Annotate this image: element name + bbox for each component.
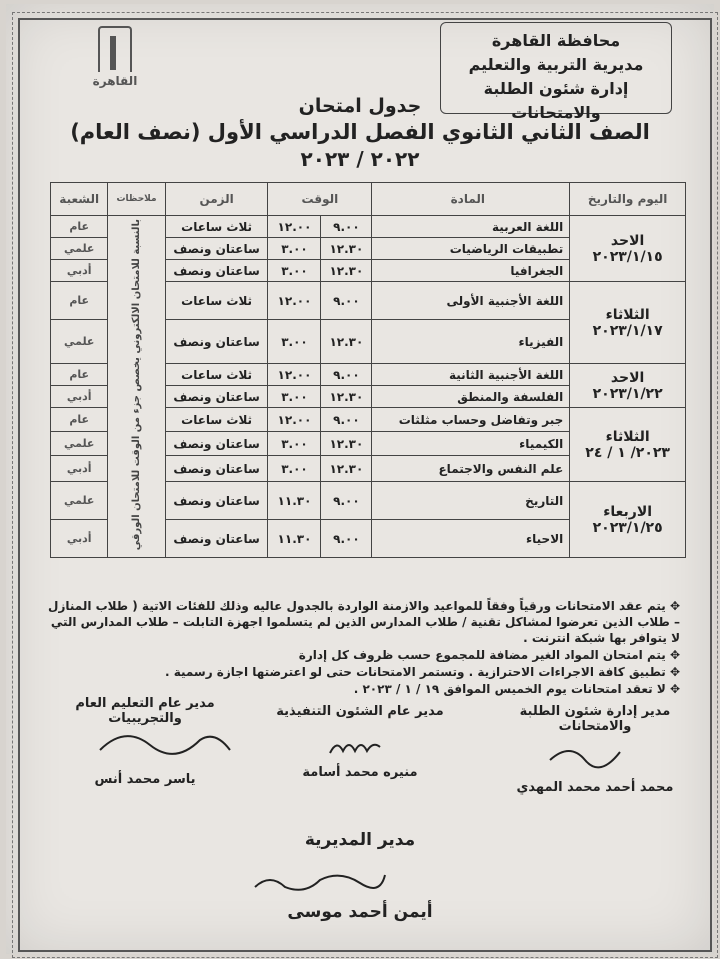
subject-cell: اللغة الأجنبية الثانية (372, 364, 570, 386)
branch-cell: علمي (51, 482, 108, 520)
footnote-item: ✥ يتم عقد الامتحانات ورقياً وفقاً للمواعيد والازمنة الواردة بالجدول عاليه وذلك للفئات الاتية ( طلاب المنازل – طلاب الذين تعرضوا لمشاكل تقنية / طلاب المدارس الذين لم يتسلموا اجهزة التابلت – طلاب المدارس التي لا يتوافر بها شبكة انترنت . (48, 599, 680, 645)
duration-cell: ثلاث ساعات (165, 408, 268, 432)
time-from-cell: ٩.٠٠ (321, 482, 372, 520)
duration-cell: ساعتان ونصف (165, 238, 268, 260)
day-name: الاحد (610, 369, 645, 386)
directorate-manager-role: مدير المديرية (304, 830, 416, 850)
time-from-cell: ١٢.٣٠ (321, 432, 372, 456)
emblem-mark-icon (98, 26, 132, 72)
branch-cell: أدبي (51, 520, 108, 558)
time-to-cell: ٣.٠٠ (268, 238, 321, 260)
subject-cell: جبر وتفاضل وحساب مثلثات (372, 408, 570, 432)
subject-cell: علم النفس والاجتماع (372, 456, 570, 482)
time-from-cell: ١٢.٣٠ (321, 320, 372, 364)
branch-cell: عام (51, 408, 108, 432)
subject-cell: اللغة العربية (372, 216, 570, 238)
branch-cell: علمي (51, 238, 108, 260)
table-header-row (51, 183, 686, 216)
header-duration: الزمن (165, 183, 268, 216)
exam-date: ٢٠٢٣/ ١ / ٢٤ (585, 444, 670, 461)
header-subject: المادة (372, 183, 570, 216)
duration-cell: ساعتان ونصف (165, 320, 268, 364)
duration-cell: ساعتان ونصف (165, 456, 268, 482)
branch-cell: أدبي (51, 456, 108, 482)
time-to-cell: ١١.٣٠ (268, 482, 321, 520)
branch-cell: علمي (51, 320, 108, 364)
time-from-cell: ٩.٠٠ (321, 520, 372, 558)
time-from-cell: ٩.٠٠ (321, 364, 372, 386)
duration-cell: ساعتان ونصف (165, 482, 268, 520)
duration-cell: ثلاث ساعات (165, 216, 268, 238)
exam-date: ٢٠٢٣/١/١٧ (592, 322, 663, 339)
header-notes: ملاحظات (108, 183, 165, 216)
header-time: الوقت (268, 183, 372, 216)
branch-cell: عام (51, 282, 108, 320)
day-name: الثلاثاء (605, 428, 650, 445)
time-to-cell: ٣.٠٠ (268, 456, 321, 482)
schedule-subtitle: الصف الثاني الثانوي الفصل الدراسي الأول (نصف العام) (70, 120, 650, 144)
signature-student-affairs: مدير إدارة شئون الطلبة والامتحانات محمد أحمد محمد المهدي (516, 704, 674, 795)
time-from-cell: ٩.٠٠ (321, 216, 372, 238)
time-from-cell: ٩.٠٠ (321, 408, 372, 432)
handwritten-signature-2 (325, 735, 385, 760)
time-to-cell: ٣.٠٠ (268, 260, 321, 282)
subject-cell: اللغة الأجنبية الأولى (372, 282, 570, 320)
duration-cell: ثلاث ساعات (165, 282, 268, 320)
time-to-cell: ١٢.٠٠ (268, 364, 321, 386)
time-from-cell: ١٢.٣٠ (321, 386, 372, 408)
footnote-item: ✥ تطبيق كافة الاجراءات الاحترازية . وتستمر الامتحانات حتى لو اعترضتها اجازة رسمية . (164, 665, 680, 679)
emblem-text: القاهرة (92, 74, 138, 88)
day-date-cell (570, 216, 686, 282)
handwritten-signature-3 (545, 740, 625, 770)
time-to-cell: ٣.٠٠ (268, 320, 321, 364)
branch-cell: أدبي (51, 386, 108, 408)
subject-cell: الجغرافيا (372, 260, 570, 282)
table-row (51, 216, 686, 238)
exam-date: ٢٠٢٣/١/٢٥ (592, 519, 663, 536)
time-to-cell: ١١.٣٠ (268, 520, 321, 558)
subject-cell: الفيزياء (372, 320, 570, 364)
exam-schedule-table (50, 182, 686, 558)
org-line-governorate: محافظة القاهرة (491, 31, 621, 50)
day-date-cell (570, 482, 686, 558)
duration-cell: ساعتان ونصف (165, 520, 268, 558)
directorate-manager-name: أيمن أحمد موسى (287, 902, 433, 922)
time-from-cell: ١٢.٣٠ (321, 260, 372, 282)
day-name: الاربعاء (603, 503, 653, 520)
footnotes (40, 598, 680, 698)
subject-cell: تطبيقات الرياضيات (372, 238, 570, 260)
day-date-cell (570, 364, 686, 408)
time-from-cell: ١٢.٣٠ (321, 456, 372, 482)
org-line-administration: إدارة شئون الطلبة والامتحانات (483, 79, 629, 122)
exam-date: ٢٠٢٣/١/٢٢ (592, 385, 663, 402)
time-from-cell: ٩.٠٠ (321, 282, 372, 320)
notes-vertical-text: بالنسبة للامتحان الالكتروني يخصص جزء من الوقت للامتحان الورقي (131, 219, 143, 551)
day-date-cell (570, 282, 686, 364)
subject-cell: التاريخ (372, 482, 570, 520)
day-name: الاحد (610, 232, 645, 249)
day-date-cell (570, 408, 686, 482)
time-to-cell: ٣.٠٠ (268, 432, 321, 456)
duration-cell: ساعتان ونصف (165, 260, 268, 282)
footnote-item: ✥ لا تعقد امتحانات يوم الخميس الموافق ١٩ / ١ / ٢٠٢٣ . (353, 682, 680, 696)
signature-general-education: مدير عام التعليم العام والتجريبيات ياسر محمد أنس (75, 696, 215, 787)
footnote-item: ✥ يتم امتحان المواد الغير مضافة للمجموع حسب ظروف كل إدارة (298, 648, 680, 662)
header-day-date: اليوم والتاريخ (570, 183, 686, 216)
header-branch: الشعبة (51, 183, 108, 216)
branch-cell: عام (51, 364, 108, 386)
branch-cell: أدبي (51, 260, 108, 282)
duration-cell: ساعتان ونصف (165, 432, 268, 456)
handwritten-signature-1 (95, 720, 235, 760)
academic-year: ٢٠٢٢ / ٢٠٢٣ (300, 147, 420, 171)
org-line-directorate: مديرية التربية والتعليم (468, 55, 644, 74)
duration-cell: ثلاث ساعات (165, 364, 268, 386)
day-name: الثلاثاء (605, 306, 650, 323)
subject-cell: الفلسفة والمنطق (372, 386, 570, 408)
exam-date: ٢٠٢٣/١/١٥ (592, 248, 663, 265)
time-to-cell: ١٢.٠٠ (268, 282, 321, 320)
schedule-title: جدول امتحان (298, 95, 422, 117)
notes-cell (108, 216, 165, 558)
cairo-emblem-logo (84, 26, 146, 106)
time-to-cell: ١٢.٠٠ (268, 216, 321, 238)
time-from-cell: ١٢.٣٠ (321, 238, 372, 260)
subject-cell: الاحياء (372, 520, 570, 558)
time-to-cell: ١٢.٠٠ (268, 408, 321, 432)
handwritten-signature-director (250, 865, 390, 895)
duration-cell: ساعتان ونصف (165, 386, 268, 408)
time-to-cell: ٣.٠٠ (268, 386, 321, 408)
branch-cell: عام (51, 216, 108, 238)
signature-executive-affairs: مدير عام الشئون التنفيذية منيره محمد أسامة (276, 704, 444, 780)
subject-cell: الكيمياء (372, 432, 570, 456)
branch-cell: علمي (51, 432, 108, 456)
